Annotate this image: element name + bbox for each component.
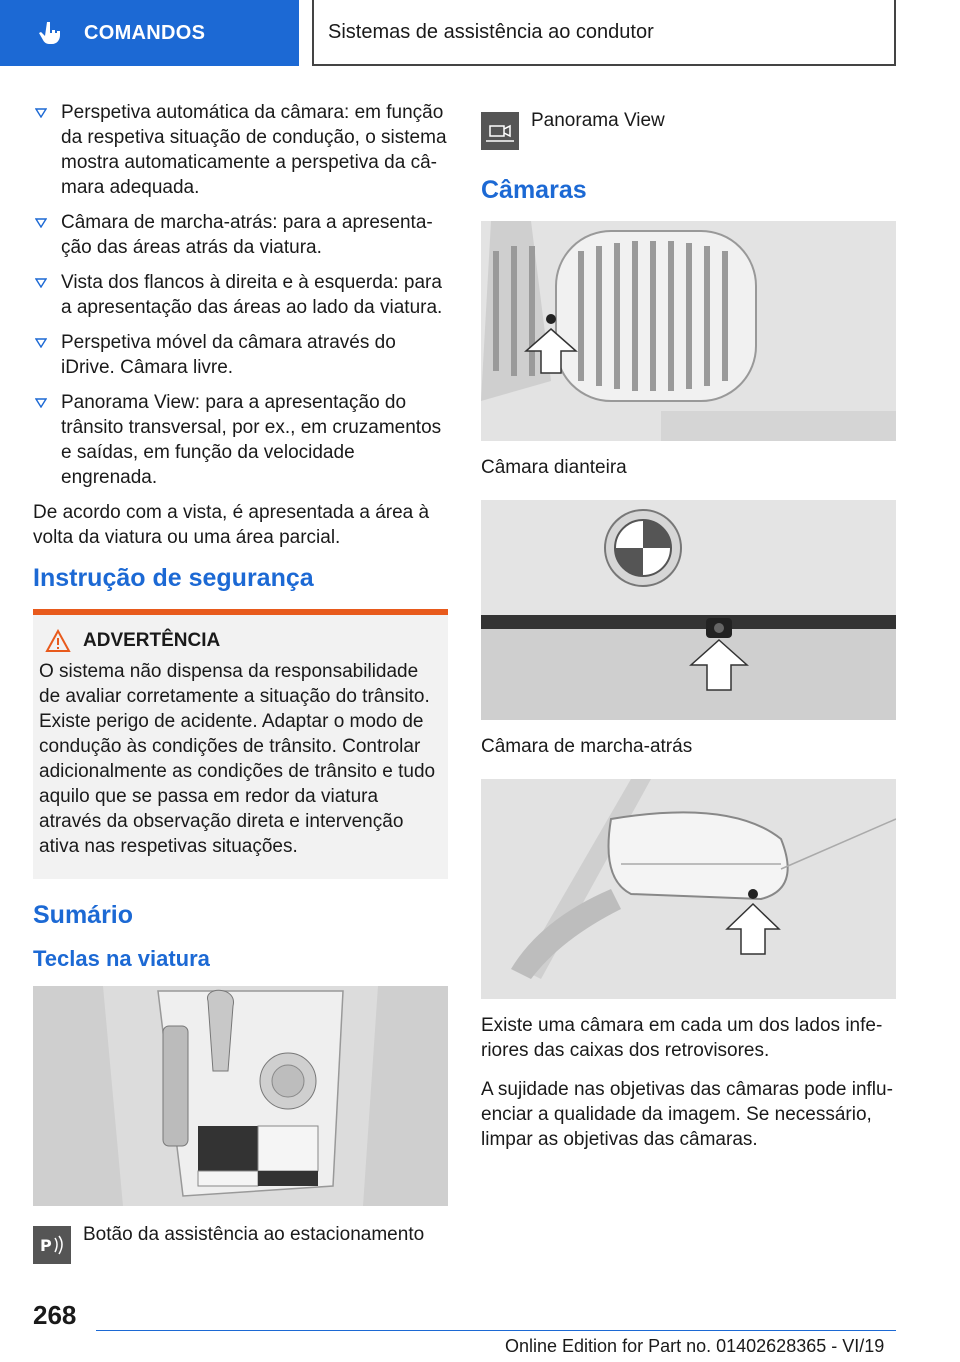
safety-heading: Instrução de segurança <box>33 564 314 592</box>
list-item <box>33 210 448 260</box>
list-item-text: Perspetiva móvel da câmara através do iDrive. Câmara livre. <box>61 332 396 378</box>
footer-divider <box>96 1330 896 1331</box>
panorama-view-icon <box>481 112 519 150</box>
list-item-text: Panorama View: para a apresentação do trânsito transversal, por ex., em cruzamentos e saídas, em função da velocidade engrenada. <box>61 392 442 488</box>
view-list <box>33 100 448 490</box>
rear-camera-caption: Câmara de marcha-atrás <box>481 736 693 757</box>
front-grille-illustration <box>481 221 896 441</box>
triangle-bullet-icon <box>35 398 47 408</box>
view-paragraph: De acordo com a vista, é apresentada a área à volta da viatura ou uma área parcial. <box>33 502 430 548</box>
front-camera-caption: Câmara dianteira <box>481 457 627 478</box>
page-number: 268 <box>33 1300 77 1330</box>
center-console-image <box>33 986 448 1206</box>
warning-box <box>33 609 448 879</box>
page-header <box>0 0 960 66</box>
edition-text: Online Edition for Part no. 01402628365 - VI/19 <box>505 1336 885 1356</box>
center-console-illustration <box>33 986 448 1206</box>
side-mirror-illustration <box>481 779 896 999</box>
rear-camera-illustration <box>481 500 896 720</box>
warning-triangle-icon <box>45 629 71 653</box>
chapter-tab[interactable] <box>0 0 299 66</box>
parking-assist-label: Botão da assistência ao estacionamento <box>83 1224 425 1245</box>
front-camera-image <box>481 221 896 441</box>
tab-label: COMANDOS <box>84 21 206 44</box>
panorama-view-label: Panorama View <box>531 110 665 131</box>
rear-camera-image <box>481 500 896 720</box>
chapter-title <box>312 0 896 66</box>
parking-assist-icon <box>33 1226 71 1264</box>
svg-text:P: P <box>40 1236 52 1255</box>
triangle-bullet-icon <box>35 218 47 228</box>
mirror-camera-text: Existe uma câmara em cada um dos lados inferiores das caixas dos retrovisores. <box>481 1015 883 1061</box>
summary-heading: Sumário <box>33 901 134 929</box>
keys-heading: Teclas na viatura <box>33 946 210 971</box>
right-column <box>481 100 896 1166</box>
triangle-bullet-icon <box>35 108 47 118</box>
warning-header <box>39 629 442 653</box>
cameras-heading: Câmaras <box>481 176 587 204</box>
list-item-text: Perspetiva automática da câmara: em função da respetiva situação de condução, o sistema mostra automaticamente a perspetiva da câmara adequada. <box>61 102 447 198</box>
list-item <box>33 390 448 490</box>
warning-text: O sistema não dispensa da responsabilidade de avaliar corretamente a situação do trânsito. Existe perigo de acidente. Adaptar o modo de condução às condições de trânsito. Controlar adicionalmente as condições de trânsito e tudo aquilo que se passa em redor da viatura através da observação direta e intervenção ativa nas respetivas situações. <box>39 661 436 857</box>
lens-cleaning-text: A sujidade nas objetivas das câmaras pode influenciar a qualidade da imagem. Se necessário, limpar as objetivas das câmaras. <box>481 1079 893 1150</box>
triangle-bullet-icon <box>35 338 47 348</box>
triangle-bullet-icon <box>35 278 47 288</box>
warning-title: ADVERTÊNCIA <box>83 630 221 651</box>
mirror-camera-image <box>481 779 896 999</box>
panorama-view-caption <box>481 108 896 150</box>
list-item-text: Vista dos flancos à direita e à esquerda: para a apresentação das áreas ao lado da viatura. <box>61 272 443 318</box>
hand-pointer-icon <box>36 18 66 48</box>
list-item <box>33 270 448 320</box>
list-item-text: Câmara de marcha-atrás: para a apresentação das áreas atrás da viatura. <box>61 212 433 258</box>
parking-assist-caption <box>33 1222 448 1264</box>
left-column <box>33 100 448 1264</box>
list-item <box>33 330 448 380</box>
chapter-title-text: Sistemas de assistência ao condutor <box>328 20 654 43</box>
list-item <box>33 100 448 200</box>
